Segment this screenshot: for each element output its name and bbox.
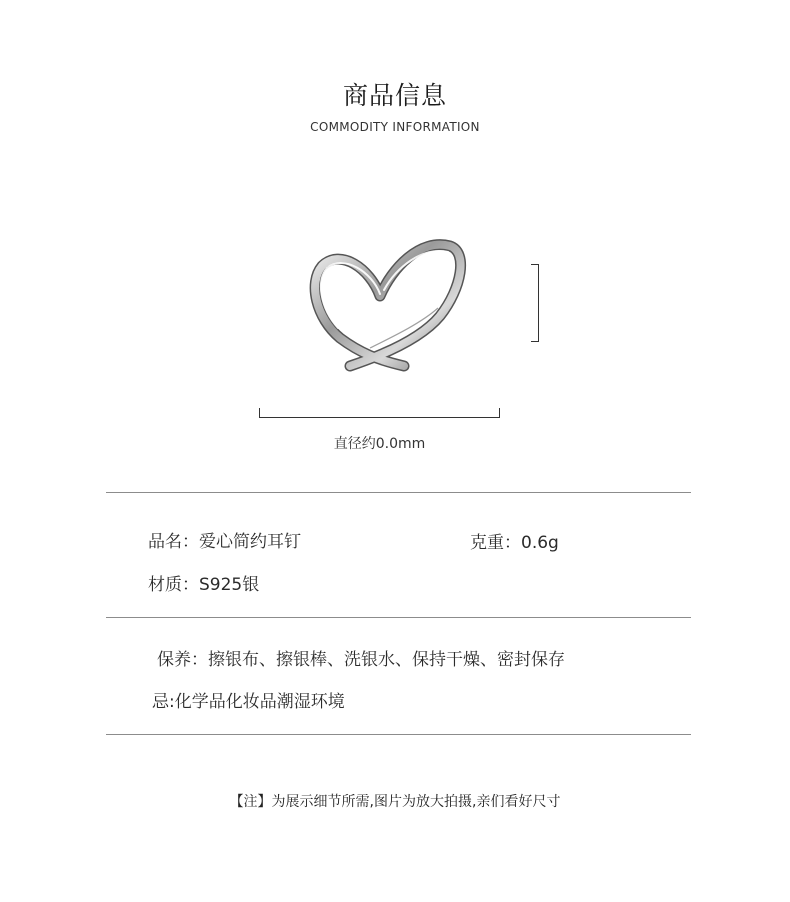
product-name: 品名：爱心简约耳钉 — [148, 532, 301, 552]
width-dimension-bracket — [259, 408, 500, 418]
divider-top — [106, 492, 691, 493]
divider-middle — [106, 617, 691, 618]
page-subtitle: COMMODITY INFORMATION — [310, 120, 480, 131]
avoid-instructions: 忌:化学品化妆品潮湿环境 — [152, 692, 345, 712]
page-title: 商品信息 — [342, 81, 447, 110]
heart-earring-image — [300, 228, 480, 378]
care-instructions: 保养：擦银布、擦银棒、洗银水、保持干燥、密封保存 — [157, 650, 565, 670]
product-material: 材质：S925银 — [148, 575, 260, 595]
footer-note: 【注】为展示细节所需,图片为放大拍摄,亲们看好尺寸 — [229, 794, 561, 810]
divider-bottom — [106, 734, 691, 735]
height-dimension-bracket — [531, 264, 539, 342]
diameter-label: 直径约0.0mm — [333, 436, 426, 452]
product-weight: 克重：0.6g — [470, 533, 559, 553]
